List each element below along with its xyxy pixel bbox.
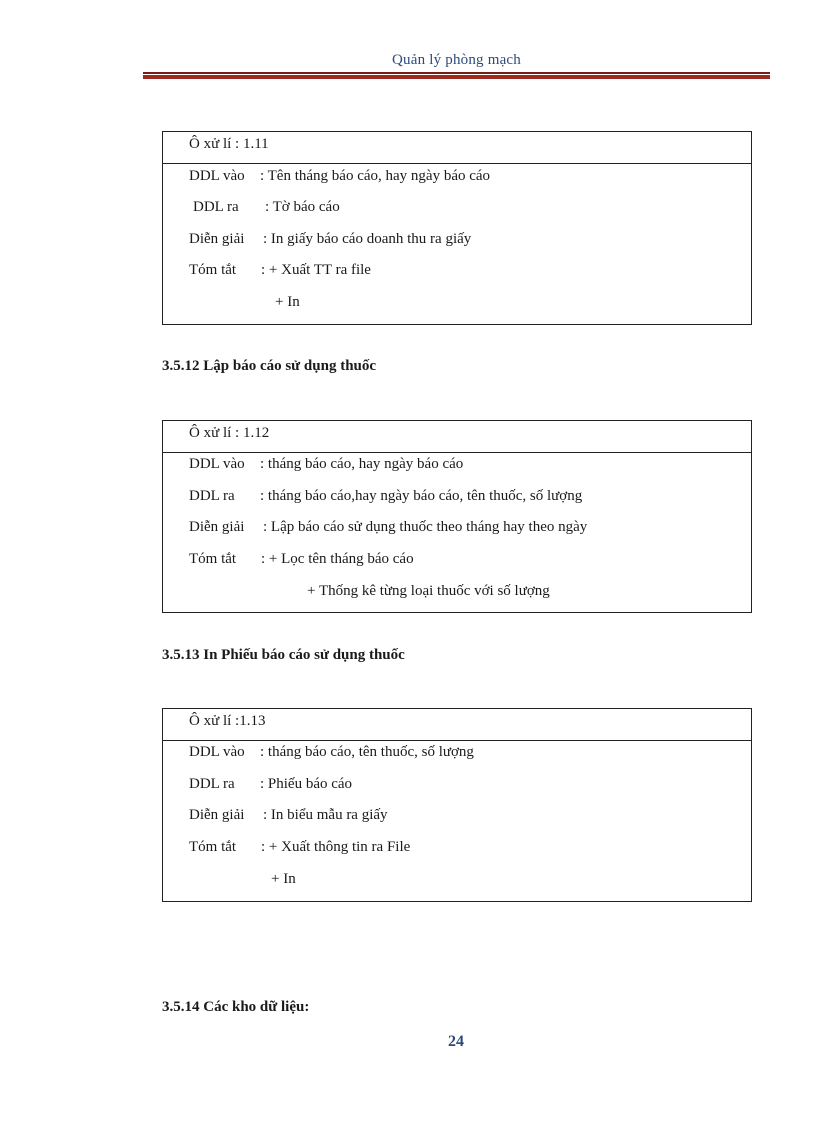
page-number: 24 xyxy=(448,1033,464,1050)
process-id: Ô xử lí :1.13 xyxy=(189,713,266,729)
row-label: DDL vào xyxy=(189,168,245,184)
row-label: Diễn giải xyxy=(189,807,245,823)
row-value: + In xyxy=(275,294,300,310)
header-divider xyxy=(143,72,770,79)
process-box-1-12 xyxy=(162,420,752,613)
row-value: : tháng báo cáo, hay ngày báo cáo xyxy=(260,456,464,472)
row-label: Tóm tắt xyxy=(189,262,237,278)
row-value: : Phiếu báo cáo xyxy=(260,776,353,792)
row-value: + In xyxy=(271,871,296,887)
process-box-header xyxy=(163,709,751,741)
row-value: : Lập báo cáo sử dụng thuốc theo tháng hay theo ngày xyxy=(263,519,588,535)
row-value: + Thống kê từng loại thuốc với số lượng xyxy=(307,583,550,599)
section-heading: 3.5.13 In Phiếu báo cáo sử dụng thuốc xyxy=(162,647,405,663)
process-box-header xyxy=(163,421,751,453)
row-value: : tháng báo cáo,hay ngày báo cáo, tên thuốc, số lượng xyxy=(260,488,583,504)
process-box-1-13 xyxy=(162,708,752,902)
row-value: : + Xuất thông tin ra File xyxy=(261,839,411,855)
row-value: : In biểu mẫu ra giấy xyxy=(263,807,388,823)
process-box-1-11 xyxy=(162,131,752,325)
process-box-header xyxy=(163,132,751,164)
row-input xyxy=(189,168,245,185)
section-heading: 3.5.12 Lập báo cáo sử dụng thuốc xyxy=(162,358,377,374)
row-value: : tháng báo cáo, tên thuốc, số lượng xyxy=(260,744,474,760)
row-label: Tóm tắt xyxy=(189,551,237,567)
row-label: DDL vào xyxy=(189,744,245,760)
process-id: Ô xử lí : 1.12 xyxy=(189,425,270,441)
row-value: : In giấy báo cáo doanh thu ra giấy xyxy=(263,231,472,247)
row-label: DDL ra xyxy=(189,488,235,504)
page-header-title: Quản lý phòng mạch xyxy=(392,52,521,68)
row-label: DDL vào xyxy=(189,456,245,472)
row-label: DDL ra xyxy=(189,776,235,792)
row-value: : Tên tháng báo cáo, hay ngày báo cáo xyxy=(260,168,491,184)
row-value: : + Xuất TT ra file xyxy=(261,262,371,278)
row-value: : Tờ báo cáo xyxy=(265,199,340,215)
process-id: Ô xử lí : 1.11 xyxy=(189,136,269,152)
row-label: DDL ra xyxy=(193,199,239,215)
section-heading: 3.5.14 Các kho dữ liệu: xyxy=(162,999,310,1015)
row-value: : + Lọc tên tháng báo cáo xyxy=(261,551,414,567)
row-label: Tóm tắt xyxy=(189,839,237,855)
row-label: Diễn giải xyxy=(189,519,245,535)
row-label: Diễn giải xyxy=(189,231,245,247)
